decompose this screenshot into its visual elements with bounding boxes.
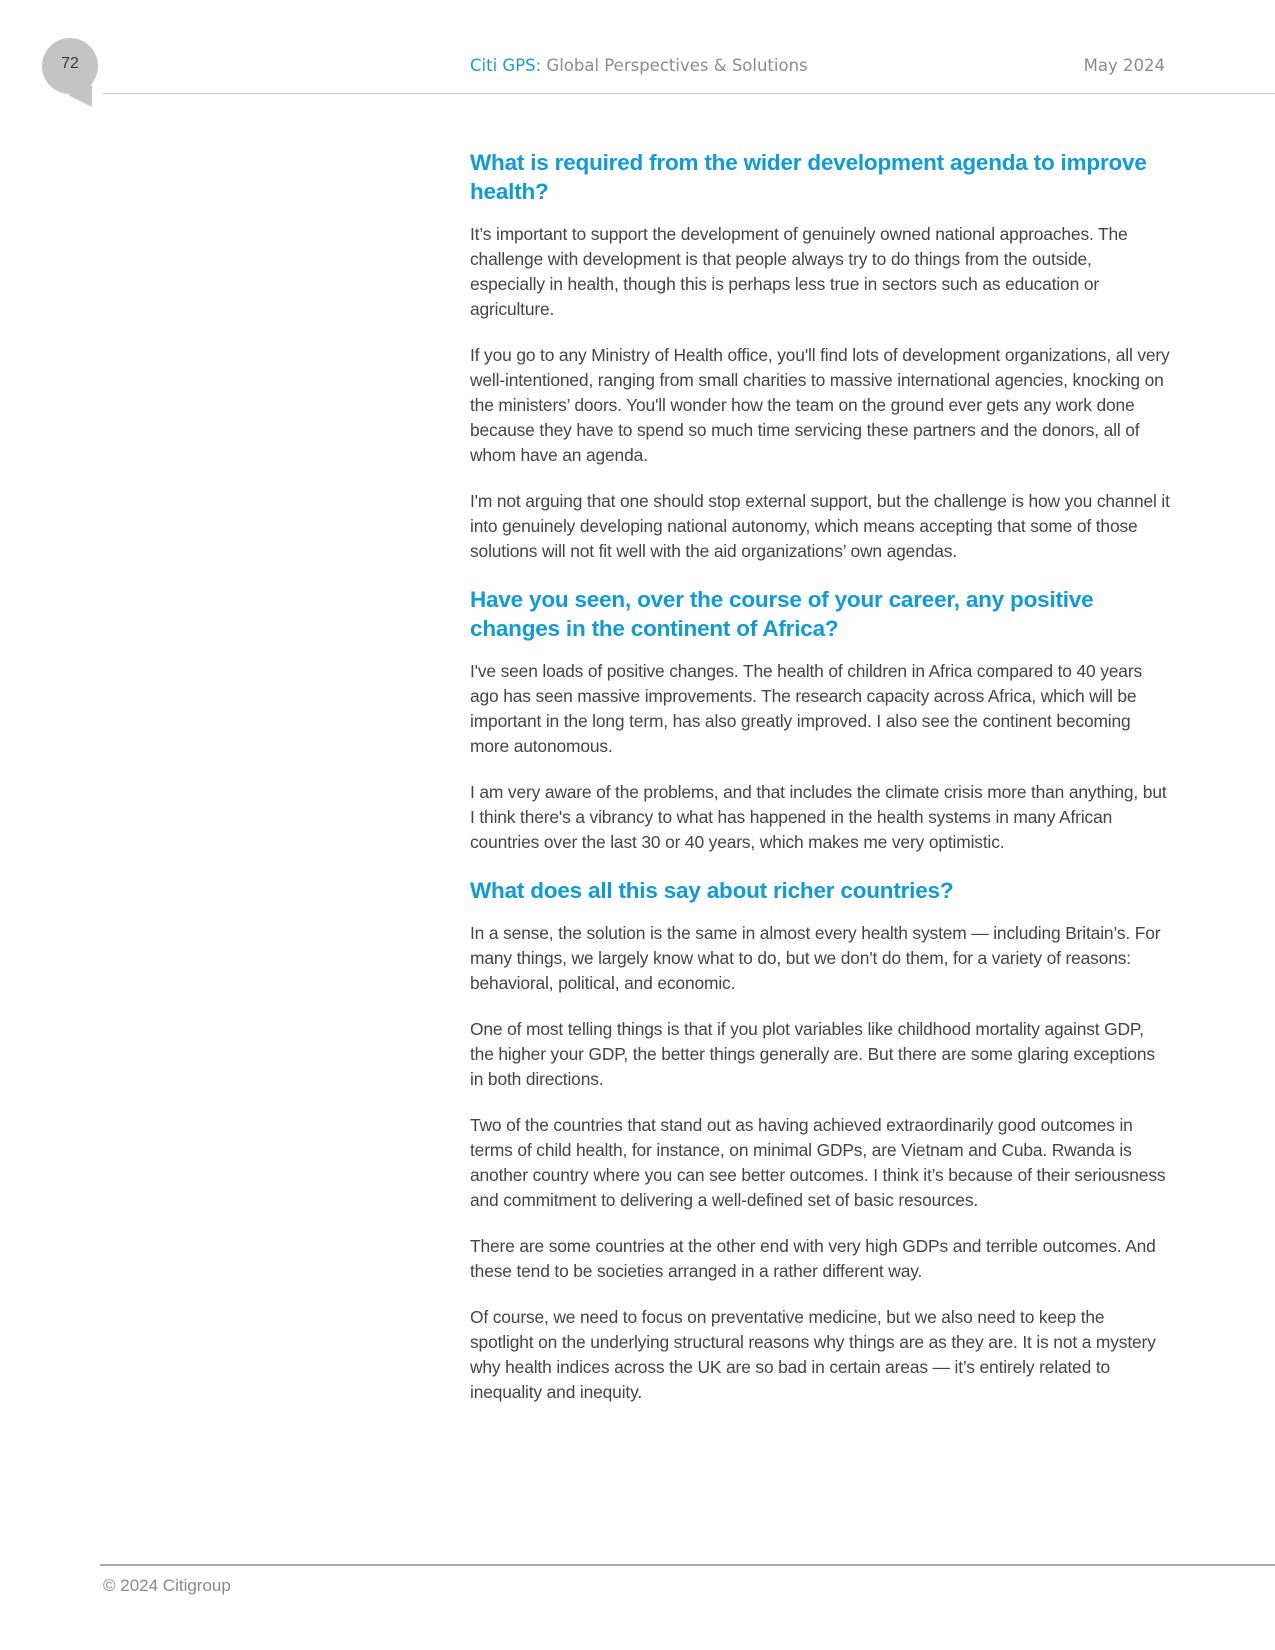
section-heading: What does all this say about richer countries? xyxy=(470,878,954,903)
header-subtitle: Global Perspectives & Solutions xyxy=(541,56,808,75)
page-number: 72 xyxy=(61,55,79,72)
footer-divider xyxy=(100,1564,1275,1566)
running-header xyxy=(470,56,1165,80)
page-number-badge xyxy=(42,38,98,94)
section-richer-countries xyxy=(470,876,1170,1405)
footer-copyright: © 2024 Citigroup xyxy=(103,1576,231,1595)
paragraph: It’s important to support the development of genuinely owned national approaches. The challenge with development is that people always try to do things from the outside, especially in health, though this is perhaps less true in sectors such as education or agriculture. xyxy=(470,224,1128,319)
paragraph: If you go to any Ministry of Health office, you'll find lots of development organizations, all very well-intentioned, ranging from small charities to massive international agencies, knocking on the ministers’ doors. You'll wonder how the team on the ground ever gets any work done because they have to spend so much time servicing these partners and the donors, all of whom have an agenda. xyxy=(470,345,1170,465)
paragraph: I'm not arguing that one should stop external support, but the challenge is how you channel it into genuinely developing national autonomy, which means accepting that some of those solutions will not fit well with the aid organizations’ own agendas. xyxy=(470,491,1170,561)
section-heading: Have you seen, over the course of your career, any positive changes in the continent of Africa? xyxy=(470,587,1094,641)
paragraph: I am very aware of the problems, and that includes the climate crisis more than anything, but I think there's a vibrancy to what has happened in the health systems in many African countries over the last 30 or 40 years, which makes me very optimistic. xyxy=(470,782,1167,852)
paragraph: There are some countries at the other end with very high GDPs and terrible outcomes. And these tend to be societies arranged in a rather different way. xyxy=(470,1236,1156,1281)
paragraph: Of course, we need to focus on preventative medicine, but we also need to keep the spotlight on the underlying structural reasons why things are as they are. It is not a mystery why health indices across the UK are so bad in certain areas — it’s entirely related to inequality and inequity. xyxy=(470,1307,1156,1402)
section-africa-changes xyxy=(470,585,1170,855)
article-body xyxy=(470,148,1170,1405)
section-development-agenda xyxy=(470,148,1170,564)
paragraph: In a sense, the solution is the same in almost every health system — including Britain’s. For many things, we largely know what to do, but we don't do them, for a variety of reasons: behavioral, political, and economic. xyxy=(470,923,1161,993)
paragraph: I've seen loads of positive changes. The health of children in Africa compared to 40 years ago has seen massive improvements. The research capacity across Africa, which will be important in the long term, has also greatly improved. I also see the continent becoming more autonomous. xyxy=(470,661,1143,756)
paragraph: One of most telling things is that if you plot variables like childhood mortality against GDP, the higher your GDP, the better things generally are. But there are some glaring exceptions in both directions. xyxy=(470,1019,1155,1089)
section-heading: What is required from the wider development agenda to improve health? xyxy=(470,150,1147,204)
paragraph: Two of the countries that stand out as having achieved extraordinarily good outcomes in terms of child health, for instance, on minimal GDPs, are Vietnam and Cuba. Rwanda is another country where you can see better outcomes. I think it’s because of their seriousness and commitment to delivering a well-defined set of basic resources. xyxy=(470,1115,1166,1210)
header-divider xyxy=(103,93,1275,94)
header-brand: Citi GPS: xyxy=(470,56,542,75)
header-date: May 2024 xyxy=(1083,56,1165,75)
